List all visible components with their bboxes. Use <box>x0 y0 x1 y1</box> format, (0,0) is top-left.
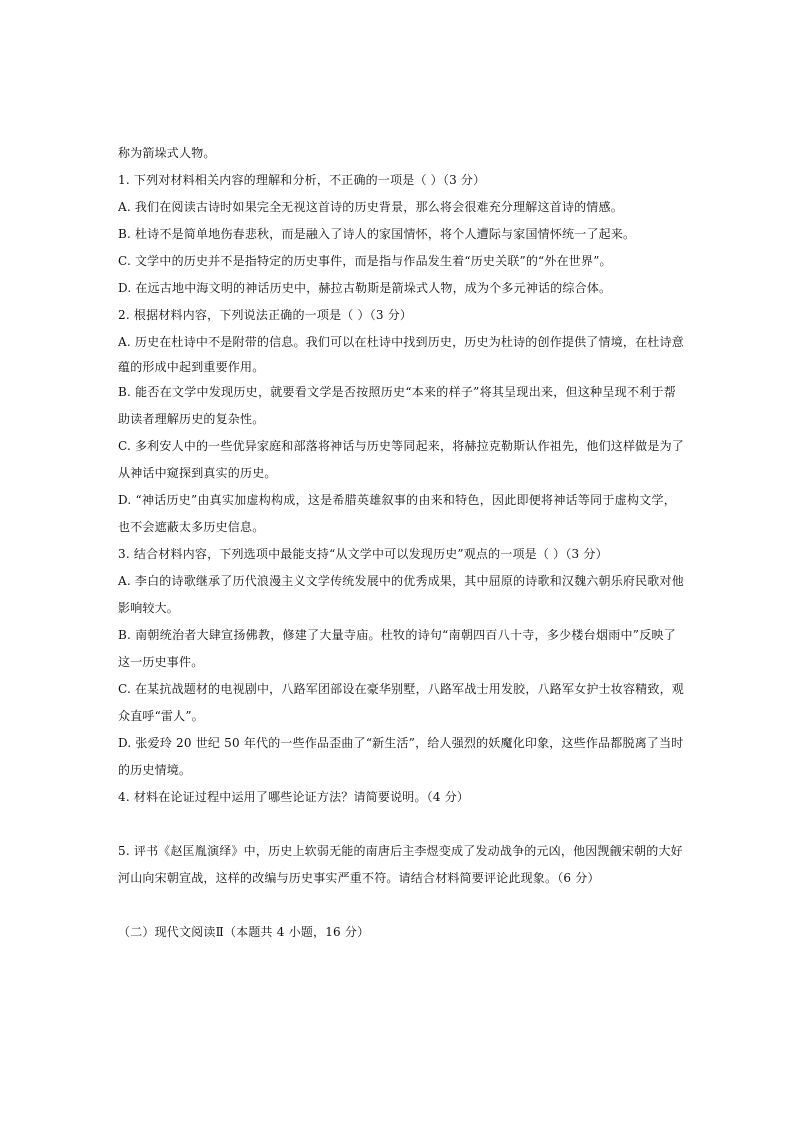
q2-option-d-line2: 也不会遮蔽太多历史信息。 <box>118 520 265 534</box>
q3-option-d-line1: D. 张爱玲 20 世纪 50 年代的一些作品歪曲了“新生活”，给人强烈的妖魔化印象，这些作品都脱离了当时 <box>118 736 684 750</box>
q3-option-b-line2: 这一历史事件。 <box>118 655 204 669</box>
intro-text: 称为箭垛式人物。 <box>118 146 216 160</box>
q1-stem: 1. 下列对材料相关内容的理解和分析，不正确的一项是（ ）（3 分） <box>118 173 486 187</box>
q2-option-b-line2: 助读者理解历史的复杂性。 <box>118 412 265 426</box>
q5-line1: 5. 评书《赵匡胤演绎》中，历史上软弱无能的南唐后主李煜变成了发动战争的元凶，他因觊觎宋朝的大好 <box>118 844 683 858</box>
q1-option-c: C. 文学中的历史并不是指特定的历史事件，而是指与作品发生着“历史关联”的“外在世界”。 <box>118 254 612 268</box>
q2-option-d-line1: D. “神话历史”由真实加虚构构成，这是希腊英雄叙事的由来和特色，因此即便将神话等同于虚构文学， <box>118 493 676 507</box>
q5-line2: 河山向宋朝宣战，这样的改编与历史事实严重不符。请结合材料简要评论此现象。（6 分） <box>118 871 600 885</box>
q3-option-c-line1: C. 在某抗战题材的电视剧中，八路军团部设在豪华别墅，八路军战士用发胶，八路军女护士妆容精致，观 <box>118 682 684 696</box>
q1-option-b: B. 杜诗不是简单地伤春悲秋，而是融入了诗人的家国情怀，将个人遭际与家国情怀统一了起来。 <box>118 227 636 241</box>
q2-option-a-line2: 蕴的形成中起到重要作用。 <box>118 360 265 374</box>
q3-option-c-line2: 众直呼“雷人”。 <box>118 709 204 723</box>
q3-option-a-line2: 影响较大。 <box>118 601 180 615</box>
q2-option-a-line1: A. 历史在杜诗中不是附带的信息。我们可以在杜诗中找到历史，历史为杜诗的创作提供了情境，在杜诗意 <box>118 335 684 349</box>
q2-option-b-line1: B. 能否在文学中发现历史，就要看文学是否按照历史“本来的样子”将其呈现出来，但这种呈现不利于帮 <box>118 385 676 399</box>
section2-heading: （二）现代文阅读Ⅱ（本题共 4 小题，16 分） <box>118 925 370 939</box>
q2-stem: 2. 根据材料内容，下列说法正确的一项是（ ）（3 分） <box>118 308 413 322</box>
q3-stem: 3. 结合材料内容，下列选项中最能支持“从文学中可以发现历史”观点的一项是（ ）（3 分） <box>118 547 608 561</box>
q3-option-a-line1: A. 李白的诗歌继承了历代浪漫主义文学传统发展中的优秀成果，其中屈原的诗歌和汉魏六朝乐府民歌对他 <box>118 574 684 588</box>
q3-option-b-line1: B. 南朝统治者大肆宣扬佛教，修建了大量寺庙。杜牧的诗句“南朝四百八十寺，多少楼台烟雨中”反映了 <box>118 628 676 642</box>
q1-option-a: A. 我们在阅读古诗时如果完全无视这首诗的历史背景，那么将会很难充分理解这首诗的情感。 <box>118 200 623 214</box>
q2-option-c-line2: 从神话中窥探到真实的历史。 <box>118 466 277 480</box>
q2-option-c-line1: C. 多利安人中的一些优异家庭和部落将神话与历史等同起来，将赫拉克勒斯认作祖先，他们这样做是为了 <box>118 439 684 453</box>
q4-stem: 4. 材料在论证过程中运用了哪些论证方法？请简要说明。（4 分） <box>118 790 470 804</box>
q1-option-d: D. 在远古地中海文明的神话历史中，赫拉古勒斯是箭垛式人物，成为个多元神话的综合体。 <box>118 281 612 295</box>
q3-option-d-line2: 的历史情境。 <box>118 763 192 777</box>
